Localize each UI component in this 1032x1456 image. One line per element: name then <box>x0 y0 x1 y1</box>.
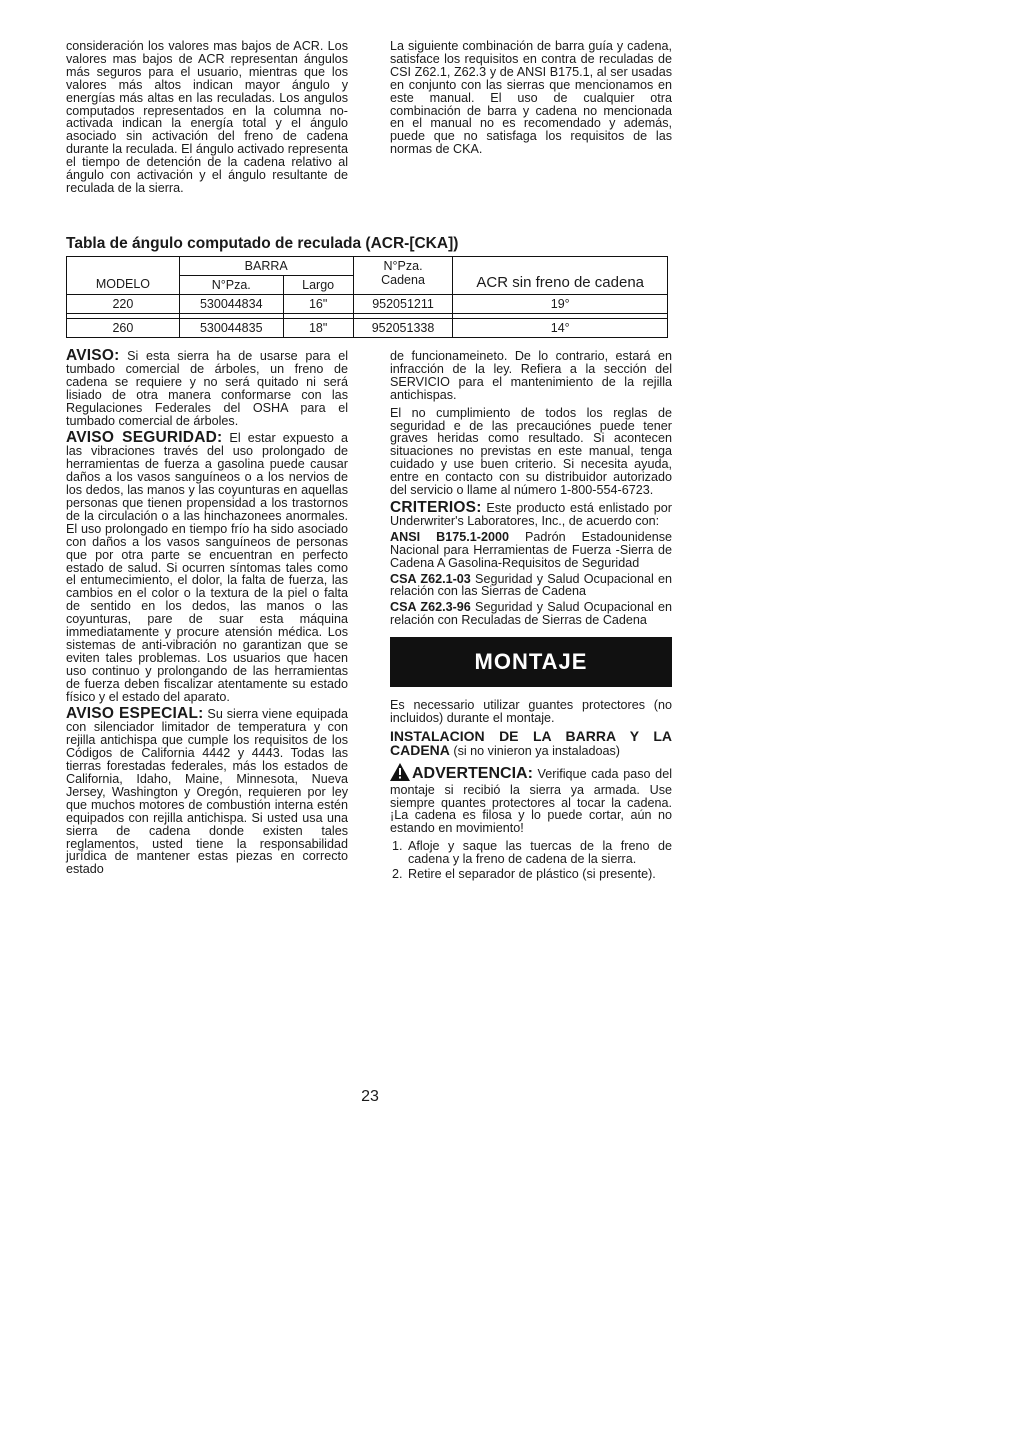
aviso-seguridad-paragraph <box>66 429 348 704</box>
cell-largo: 18" <box>283 319 353 338</box>
cell-pza: 530044835 <box>179 319 283 338</box>
table-row <box>67 319 668 338</box>
criterios-text: Este producto está enlistado por Underwriter's Laboratores, Inc., de acuerdo con: <box>390 500 672 528</box>
guantes-paragraph: Es necessario utilizar guantes protectores (no incluidos) durante el montaje. <box>390 698 672 726</box>
advertencia-text: Verifique cada paso del montaje si recibió la sierra ya armada. Use siempre quantes protectores al tocar la cadena. ¡La cadena es filosa y lo puede cortar, aún no estando en movimiento! <box>390 766 672 836</box>
cell-largo: 16" <box>283 295 353 314</box>
aviso-label: AVISO: <box>66 347 120 364</box>
standard-csa-2 <box>390 601 672 627</box>
cell-acr: 19° <box>453 295 668 314</box>
warning-triangle-icon <box>390 763 410 784</box>
continuation-paragraph: de funcionameineto. De lo contrario, estará en infracción de la ley. Refiera a la sección del SERVICIO para el mantenimiento de la rejilla antichispas. <box>390 349 672 402</box>
header-cadena <box>353 257 453 295</box>
cell-acr: 14° <box>453 319 668 338</box>
table-title: Tabla de ángulo computado de reculada (ACR-[CKA]) <box>66 235 459 252</box>
list-item: 2. Retire el separador de plástico (si presente). <box>406 868 672 881</box>
assembly-steps <box>390 840 672 881</box>
aviso-especial-label: AVISO ESPECIAL: <box>66 705 204 723</box>
compliance-paragraph: El no cumplimiento de todos los reglas de seguridad e de las precauciónes puede tener graves heridas como resultado. Si acontecen situaciones no previstas en este manual, tenga cuidado y use buen criterio. Si necesita ayuda, entre en contacto con su distribuidor autorizado del servicio o llame al número 1-800-554-6723. <box>390 405 672 498</box>
standard-ansi-text: Padrón Estadounidense Nacional para Herramientas de Fuerza -Sierra de Cadena A Gasolina-Requisitos de Seguridad <box>390 529 672 570</box>
standard-csa-2-label: CSA Z62.3-96 <box>390 600 471 615</box>
page-number: 23 <box>361 1088 379 1105</box>
header-largo: Largo <box>283 276 353 295</box>
instalacion-heading <box>390 727 672 758</box>
left-column <box>66 347 348 881</box>
montaje-banner: MONTAJE <box>390 637 672 687</box>
acr-table <box>66 256 668 338</box>
standard-ansi-label: ANSI B175.1-2000 <box>390 529 509 544</box>
standard-csa-1-label: CSA Z62.1-03 <box>390 571 471 586</box>
cell-cadena: 952051338 <box>353 319 453 338</box>
header-barra: BARRA <box>179 257 353 276</box>
list-item: 1. Afloje y saque las tuercas de la freno de cadena y la freno de cadena de la sierra. <box>406 840 672 866</box>
header-npza-cadena: N°Pza. <box>383 259 423 273</box>
cell-pza: 530044834 <box>179 295 283 314</box>
instalacion-text: (si no vinieron ya instaladoas) <box>449 743 620 758</box>
criterios-label: CRITERIOS: <box>390 498 482 516</box>
standard-ansi <box>390 531 672 570</box>
advertencia-label: ADVERTENCIA: <box>412 764 533 782</box>
cell-modelo: 220 <box>67 295 180 314</box>
table-header-row-1 <box>67 257 668 276</box>
header-modelo: MODELO <box>67 257 180 295</box>
intro-paragraph-left: consideración los valores mas bajos de ACR. Los valores mas bajos de ACR representan ángulos más seguros para el usuario, mientras que los valores más altos indican mayor ángulo y energías más altas en las reculadas. Los angulos computados representados en la columna no-activada indican la energía total y el ángulo asociado sin activación del freno de cadena durante la reculada. El ángulo activado representa el tiempo de detención de la cadena relativo al ángulo con activación y el ángulo resultante de reculada de la sierra. <box>66 39 348 195</box>
header-acr: ACR sin freno de cadena <box>453 257 668 295</box>
criterios-paragraph <box>390 498 672 528</box>
aviso-especial-text: Su sierra viene equipada con silenciador limitador de temperatura y con rejilla antichispa que cumple los requisitos de los Códigos de California 4442 y 4443. Todas las tierras forestadas federales, más los estados de California, Idaho, Maine, Minnesota, Nueva Jersey, Washington y Oregón, requieren por ley que muchos motores de combustión interna estén equipados con rejilla antichispa. Si usted usa una sierra de cadena donde existen tales reglamentos, usted tiene la responsabilidad jurídica de mantener estas piezas en correcto estado <box>66 707 348 877</box>
standard-csa-1 <box>390 573 672 599</box>
cell-cadena: 952051211 <box>353 295 453 314</box>
instalacion-label: INSTALACION DE LA BARRA Y LA CADENA <box>390 727 672 758</box>
cell-modelo: 260 <box>67 319 180 338</box>
intro-paragraph-right: La siguiente combinación de barra guía y cadena, satisface los requisitos en contra de reculadas de CSI Z62.1, Z62.3 y de ANSI B175.1, al ser usadas en conjunto con las sierras que mencionamos en este manual. El uso de cualquier otra combinación de barra y cadena no mencionada en el manual no es recomendado y además, puede que no satisfaga los requisitos de las normas de CKA. <box>390 39 672 157</box>
advertencia-paragraph <box>390 763 672 836</box>
aviso-paragraph <box>66 347 348 428</box>
aviso-text: Si esta sierra ha de usarse para el tumbado comercial de árboles, un freno de cadena se requiere y no será quitado ni será lisiado de otra manera conformarse con las Regulaciones Federales del OSHA para el tumbado comercial de árboles. <box>66 349 348 428</box>
right-column <box>390 350 672 883</box>
header-cadena-label: Cadena <box>381 273 425 287</box>
table-row <box>67 295 668 314</box>
header-npza: N°Pza. <box>179 276 283 295</box>
aviso-seguridad-label: AVISO SEGURIDAD: <box>66 429 223 447</box>
standard-csa-2-text: Seguridad y Salud Ocupacional en relación con Reculadas de Sierras de Cadena <box>390 600 673 628</box>
aviso-seguridad-text: El estar expuesto a las vibraciones través del uso prolongado de herramientas de fuerza a gasolina puede causar daños a los vasos sanguíneos o a los nervios de los dedos, las manos y las coyunturas en aquellas personas que tienen propensidad a los trastornos de la circulación o a las hinchazonees anormales. El uso prolongado en tiempo frío ha sido asociado con daños a los vasos sanguíneos de personas que por otra parte se encuentran en perfecto estado de salud. Si ocurren síntomas tales como el entumecimiento, el dolor, la falta de fuerza, las cambios en el color o la textura de la piel o falta de sentido en los dedos, las manos o las coyunturas, pare de suar esta máquina immediatamente y procure atensión médica. Los sistemas de anti-vibración no garantizan que se eviten tales problemas. Los usuarios que hacen uso continuo y prolongando de las herramientas de fuerza deben fiscalizar atentamente su estado físico y el estado del aparato. <box>66 431 348 704</box>
standard-csa-1-text: Seguridad y Salud Ocupacional en relación con las Sierras de Cadena <box>390 571 673 599</box>
aviso-especial-paragraph <box>66 705 348 877</box>
